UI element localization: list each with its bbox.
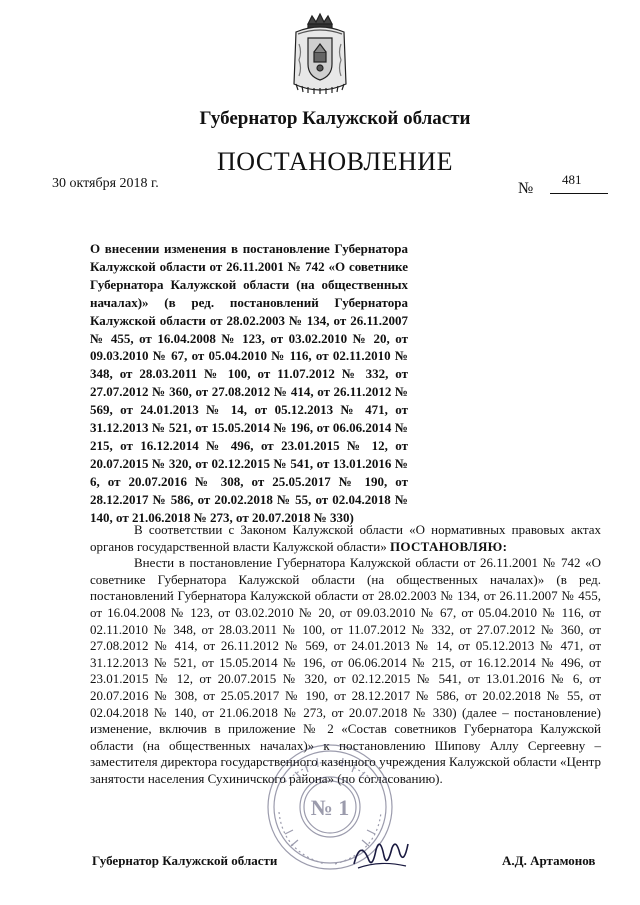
handwritten-signature: [350, 830, 410, 875]
resolution-word: ПОСТАНОВЛЯЮ:: [390, 538, 508, 554]
document-type: ПОСТАНОВЛЕНИЕ: [217, 147, 453, 176]
operative-paragraph: Внести в постановление Губернатора Калужской области от 26.11.2001 № 742 «О советнике Губернатора Калужской области (на общественных началах)» (в ред. постановлений Губернатора Калужской области от 28.02.2003 № 134, от 26.11.2007 № 455, от 16.04.2008 № 123, от 03.02.2010 № 20, от 09.03.2010 № 67, от 05.04.2010 № 116, от 02.11.2010 № 348, от 28.03.2011 № 100, от 11.07.2012 № 332, от 27.07.2012 № 360, от 27.08.2012 № 414, от 26.11.2012 № 569, от 24.01.2013 № 14, от 05.12.2013 № 471, от 31.12.2013 № 521, от 15.05.2014 № 196, от 06.06.2014 № 215, от 16.12.2014 № 496, от 23.01.2015 № 12, от 20.07.2015 № 320, от 02.12.2015 № 541, от 13.01.2016 № 6, от 20.07.2016 № 308, от 25.05.2017 № 190, от 28.12.2017 № 586, от 20.02.2018 № 55, от 02.04.2018 № 140, от 21.06.2018 № 273, от 20.07.2018 № 330) (далее – постановление) изменение, включив в приложение № 2 «Состав советников Губернатора Калужской области (на общественных началах)» к постановлению Шипову Аллу Сергеевну – заместителя директора государственного казенного учреждения Калужской области «Центр занятости населения Сухиничского района» (по согласованию).: [90, 555, 601, 786]
number-value: 481: [550, 172, 608, 194]
document-date: 30 октября 2018 г.: [52, 176, 159, 191]
signatory-name: А.Д. Артамонов: [502, 853, 596, 868]
signatory-position: Губернатор Калужской области: [92, 853, 278, 868]
decree-subject: О внесении изменения в постановление Губернатора Калужской области от 26.11.2001 № 742 «О советнике Губернатора Калужской области (на общественных началах)» (в ред. постановлений Губернатора Калужской области от 28.02.2003 № 134, от 26.11.2007 № 455, от 16.04.2008 № 123, от 03.02.2010 № 20, от 09.03.2010 № 67, от 05.04.2010 № 116, от 02.11.2010 № 348, от 28.03.2011 № 100, от 11.07.2012 № 332, от 27.07.2012 № 360, от 27.08.2012 № 414, от 26.11.2012 № 569, от 24.01.2013 № 14, от 05.12.2013 № 471, от 31.12.2013 № 521, от 15.05.2014 № 196, от 06.06.2014 № 215, от 16.12.2014 № 496, от 23.01.2015 № 12, от 20.07.2015 № 320, от 02.12.2015 № 541, от 13.01.2016 № 6, от 20.07.2016 № 308, от 25.05.2017 № 190, от 28.12.2017 № 586, от 20.02.2018 № 55, от 02.04.2018 № 140, от 21.06.2018 № 273, от 20.07.2018 № 330): [90, 241, 408, 525]
number-sign: №: [518, 180, 534, 197]
preamble-text: В соответствии с Законом Калужской области «О нормативных правовых актах органов государственной власти Калужской области»: [90, 522, 601, 554]
stamp-number: № 1: [310, 795, 350, 820]
preamble-paragraph: [90, 522, 601, 555]
issuer-title: Губернатор Калужской области: [199, 108, 471, 129]
coat-of-arms-icon: [290, 12, 350, 98]
